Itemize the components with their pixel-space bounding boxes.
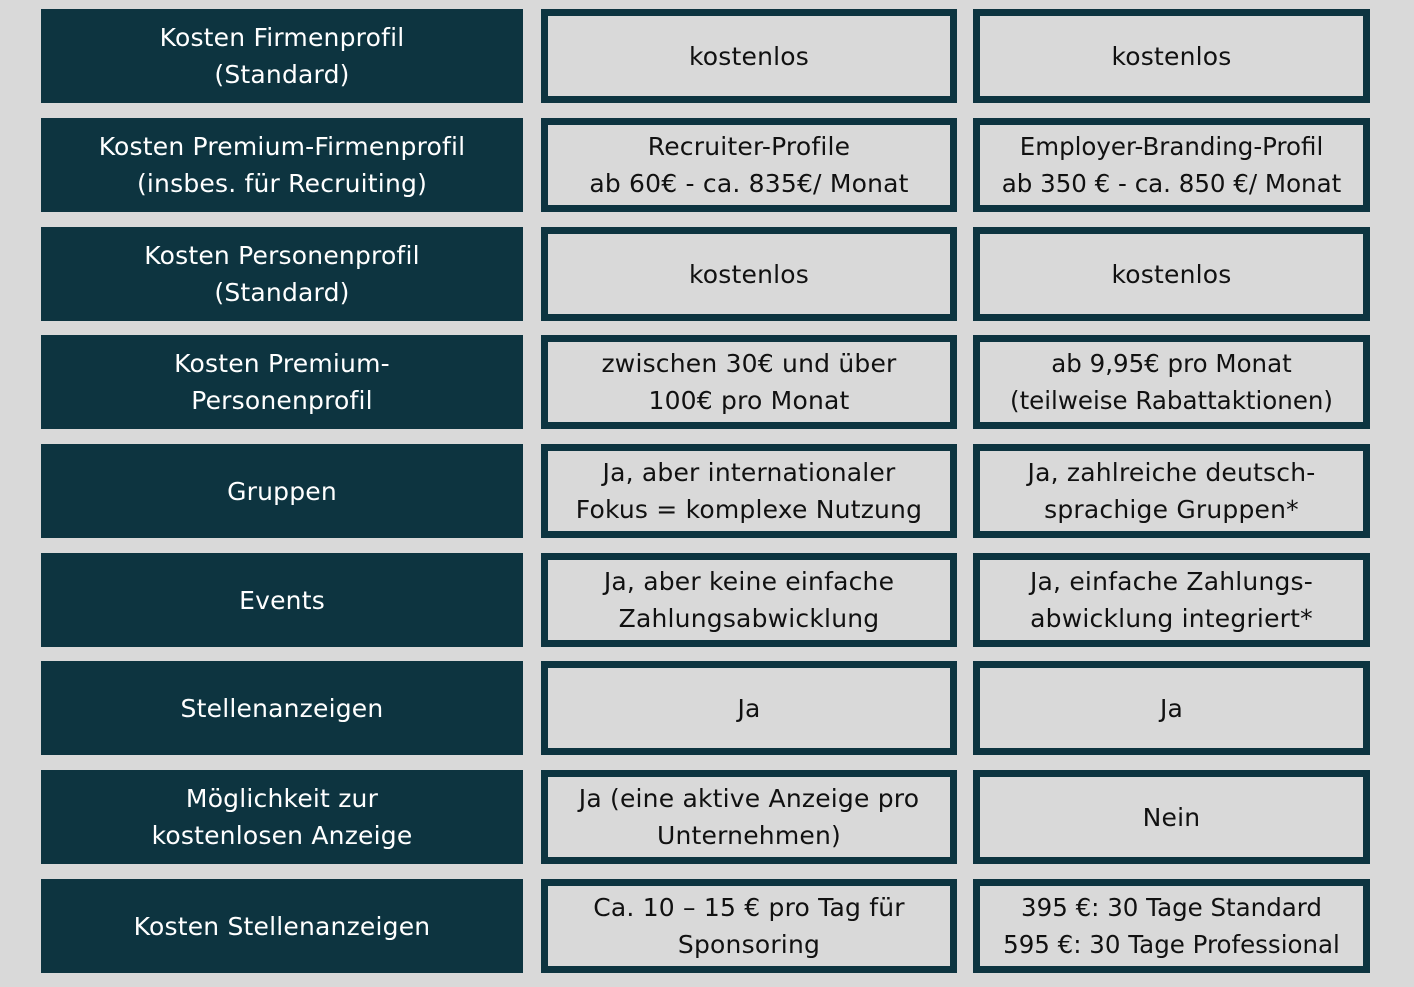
value-cell-b: Employer-Branding-Profil ab 350 € - ca. 850 €/ Monat <box>973 118 1370 212</box>
table-row <box>0 879 1414 973</box>
row-label: Kosten Premium-Firmenprofil (insbes. für Recruiting) <box>41 118 523 212</box>
value-cell-b: ab 9,95€ pro Monat (teilweise Rabattaktionen) <box>973 335 1370 429</box>
value-cell-a: kostenlos <box>541 227 957 321</box>
value-cell-a: zwischen 30€ und über 100€ pro Monat <box>541 335 957 429</box>
table-row <box>0 444 1414 538</box>
table-row <box>0 770 1414 864</box>
value-cell-a: Ja <box>541 661 957 755</box>
value-cell-a: Ca. 10 – 15 € pro Tag für Sponsoring <box>541 879 957 973</box>
value-cell-a: Ja (eine aktive Anzeige pro Unternehmen) <box>541 770 957 864</box>
value-cell-a: kostenlos <box>541 9 957 103</box>
table-row <box>0 553 1414 647</box>
value-cell-b: Nein <box>973 770 1370 864</box>
value-cell-a: Ja, aber internationaler Fokus = komplexe Nutzung <box>541 444 957 538</box>
value-cell-a: Ja, aber keine einfache Zahlungsabwicklung <box>541 553 957 647</box>
row-label: Gruppen <box>41 444 523 538</box>
value-cell-b: kostenlos <box>973 9 1370 103</box>
row-label: Kosten Personenprofil (Standard) <box>41 227 523 321</box>
row-label: Kosten Firmenprofil (Standard) <box>41 9 523 103</box>
table-row <box>0 9 1414 103</box>
row-label: Stellenanzeigen <box>41 661 523 755</box>
row-label: Kosten Stellenanzeigen <box>41 879 523 973</box>
value-cell-b: Ja, einfache Zahlungs- abwicklung integriert* <box>973 553 1370 647</box>
row-label: Kosten Premium- Personenprofil <box>41 335 523 429</box>
value-cell-b: Ja, zahlreiche deutsch- sprachige Gruppen* <box>973 444 1370 538</box>
row-label: Möglichkeit zur kostenlosen Anzeige <box>41 770 523 864</box>
value-cell-b: kostenlos <box>973 227 1370 321</box>
table-row <box>0 335 1414 429</box>
table-row <box>0 118 1414 212</box>
row-label: Events <box>41 553 523 647</box>
table-row <box>0 227 1414 321</box>
value-cell-b: Ja <box>973 661 1370 755</box>
value-cell-a: Recruiter-Profile ab 60€ - ca. 835€/ Monat <box>541 118 957 212</box>
table-row <box>0 661 1414 755</box>
value-cell-b: 395 €: 30 Tage Standard 595 €: 30 Tage Professional <box>973 879 1370 973</box>
